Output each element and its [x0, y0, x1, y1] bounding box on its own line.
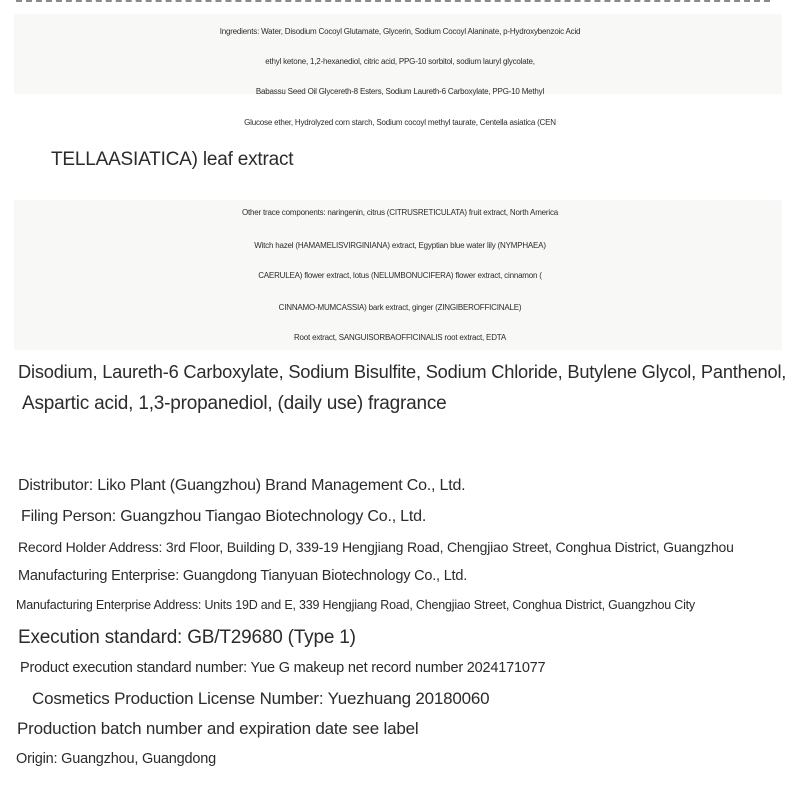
batch-and-expiration: Production batch number and expiration date see label: [17, 719, 419, 738]
distributor: Distributor: Liko Plant (Guangzhou) Brand Management Co., Ltd.: [18, 477, 466, 494]
trace-line-2: Witch hazel (HAMAMELISVIRGINIANA) extract, Egyptian blue water lily (NYMPHAEA): [254, 241, 546, 250]
origin: Origin: Guangzhou, Guangdong: [16, 751, 216, 767]
trace-line-5: Root extract, SANGUISORBAOFFICINALIS root extract, EDTA: [293, 333, 507, 342]
ingredients-line-4: Glucose ether, Hydrolyzed corn starch, Sodium cocoyl methyl taurate, Centella asiatica (CEN: [244, 118, 556, 127]
trace-line-3: CAERULEA) flower extract, lotus (NELUMBONUCIFERA) flower extract, cinnamon (: [258, 271, 542, 280]
product-execution-standard-number: Product execution standard number: Yue G makeup net record number 2024171077: [20, 660, 546, 676]
trace-line-7: Aspartic acid, 1,3-propanediol, (daily use) fragrance: [22, 393, 447, 414]
ingredients-line-2: ethyl ketone, 1,2-hexanediol, citric acid, PPG-10 sorbitol, sodium lauryl glycolate,: [265, 57, 535, 66]
trace-line-6: Disodium, Laureth-6 Carboxylate, Sodium Bisulfite, Sodium Chloride, Butylene Glycol, Panthenol,: [18, 361, 787, 382]
ingredients-line-1: Ingredients: Water, Disodium Cocoyl Glutamate, Glycerin, Sodium Cocoyl Alaninate, p-Hydroxybenzoic Acid: [219, 27, 581, 36]
ingredients-line-5: TELLAASIATICA) leaf extract: [51, 149, 294, 170]
trace-line-1: Other trace components: naringenin, citrus (CITRUSRETICULATA) fruit extract, North America: [241, 208, 559, 217]
background-texture: [14, 14, 782, 94]
cosmetics-production-license: Cosmetics Production License Number: Yuezhuang 20180060: [32, 689, 490, 708]
manufacturing-enterprise: Manufacturing Enterprise: Guangdong Tianyuan Biotechnology Co., Ltd.: [18, 568, 468, 584]
manufacturing-enterprise-address: Manufacturing Enterprise Address: Units 19D and E, 339 Hengjiang Road, Chengjiao Street, Conghua District, Guangzhou City: [16, 598, 695, 612]
execution-standard: Execution standard: GB/T29680 (Type 1): [18, 627, 356, 648]
ingredients-line-3: Babassu Seed Oil Glycereth-8 Esters, Sodium Laureth-6 Carboxylate, PPG-10 Methyl: [255, 87, 545, 96]
top-dashed-divider: [16, 0, 770, 5]
filing-person: Filing Person: Guangzhou Tiangao Biotechnology Co., Ltd.: [21, 508, 427, 525]
trace-line-4: CINNAMO-MUMCASSIA) bark extract, ginger (ZINGIBEROFFICINALE): [278, 303, 522, 312]
record-holder-address: Record Holder Address: 3rd Floor, Building D, 339-19 Hengjiang Road, Chengjiao Street, Conghua District, Guangzhou: [18, 539, 734, 555]
